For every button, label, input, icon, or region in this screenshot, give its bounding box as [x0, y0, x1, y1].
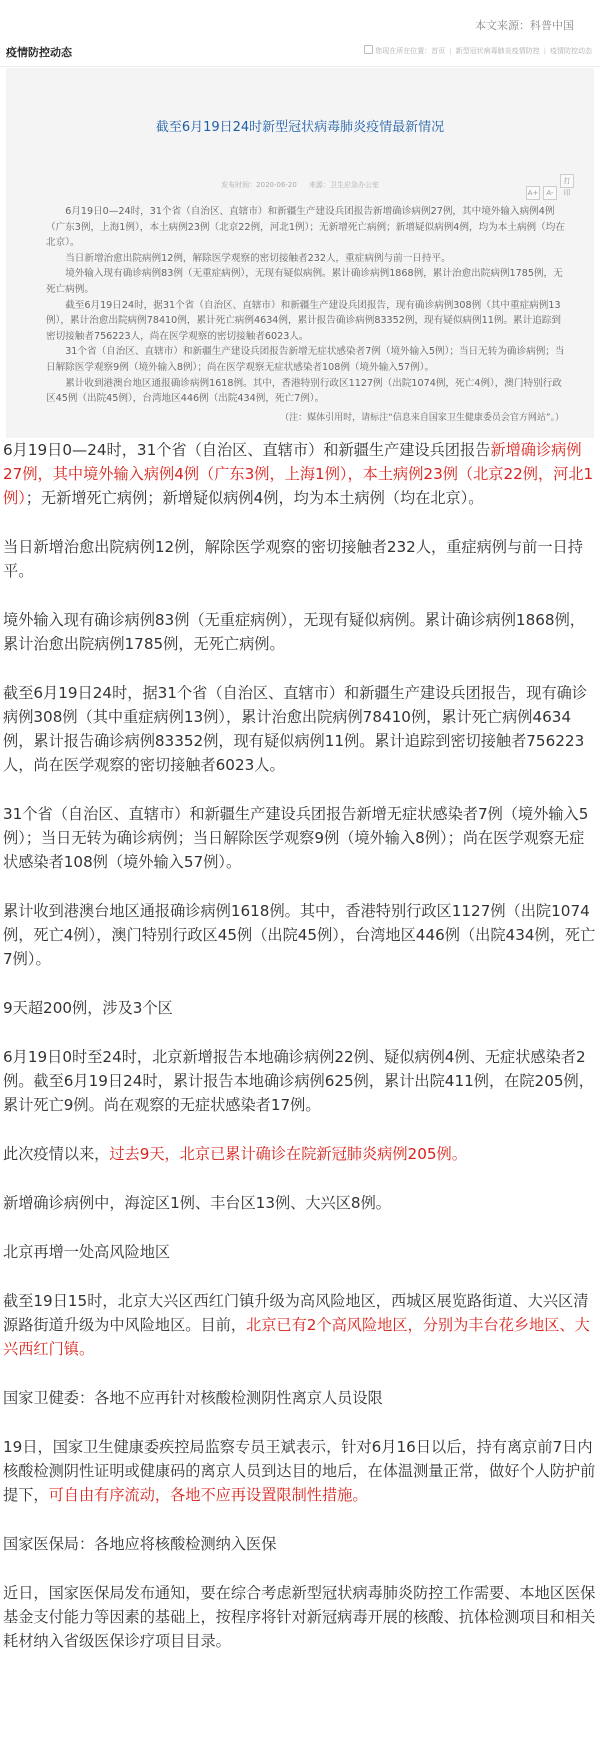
article-body [3, 438, 597, 1678]
breadcrumb-item[interactable]: 疫情防控动态 [550, 47, 592, 55]
paragraph: 6月19日0—24时，31个省（自治区、直辖市）和新疆生产建设兵团报告新增确诊病例27例，其中境外输入病例4例（广东3例，上海1例），本土病例23例（北京22例，河北1例）；无新增死亡病例；新增疑似病例4例，均为本土病例（均在北京）。 [3, 441, 594, 507]
breadcrumb: 您现在所在位置：首页 | 新型冠状病毒肺炎疫情防控 | 疫情防控动态 [364, 45, 592, 56]
article-meta [6, 180, 594, 190]
embedded-screenshot [0, 40, 600, 438]
breadcrumb-item[interactable]: 您现在所在位置：首页 [375, 47, 446, 55]
section-title: 疫情防控动态 [6, 46, 72, 59]
source-line [0, 0, 600, 44]
article-source: 来源：卫生应急办公室 [308, 181, 379, 189]
embedded-article-body [46, 204, 566, 407]
embedded-note: （注：媒体引用时，请标注“信息来自国家卫生健康委员会官方网站”。） [280, 413, 564, 423]
embedded-paragraph: 31个省（自治区、直辖市）和新疆生产建设兵团报告新增无症状感染者7例（境外输入5例）；当日无转为确诊病例；当日解除医学观察9例（境外输入8例）；尚在医学观察无症状感染者108例（境外输入57例）。 [46, 346, 565, 373]
section-heading: 北京再增一处高风险地区 [3, 1243, 171, 1261]
highlight-text: 可自由有序流动，各地不应再设置限制性措施。 [48, 1486, 368, 1504]
paragraph: 截至19日15时，北京大兴区西红门镇升级为高风险地区，西城区展览路街道、大兴区清源路街道升级为中风险地区。目前，北京已有2个高风险地区，分别为丰台花乡地区、大兴西红门镇。 [3, 1292, 590, 1358]
paragraph: 31个省（自治区、直辖市）和新疆生产建设兵团报告新增无症状感染者7例（境外输入5例）；当日无转为确诊病例；当日解除医学观察9例（境外输入8例）；尚在医学观察无症状感染者108例（境外输入57例）。 [3, 805, 589, 871]
print-button[interactable]: 打印 [560, 174, 574, 188]
embedded-paragraph: 累计收到港澳台地区通报确诊病例1618例。其中，香港特别行政区1127例（出院1074例，死亡4例），澳门特别行政区45例（出院45例），台湾地区446例（出院434例，死亡7例）。 [46, 377, 562, 405]
section-heading: 国家医保局：各地应将核酸检测纳入医保 [3, 1535, 277, 1553]
section-heading: 国家卫健委：各地不应再针对核酸检测阴性离京人员设限 [3, 1389, 383, 1407]
article-box [6, 68, 594, 438]
article-tools [523, 174, 574, 200]
highlight-text: 北京已有2个高风险地区，分别为丰台花乡地区、大兴西红门镇。 [3, 1316, 590, 1358]
embedded-paragraph: 截至6月19日24时，据31个省（自治区、直辖市）和新疆生产建设兵团报告，现有确诊病例308例（其中重症病例13例），累计治愈出院病例78410例，累计死亡病例4634例，累计报告确诊病例83352例，现有疑似病例11例。累计追踪到密切接触者756223人，尚在医学观察的密切接触者6023人。 [46, 299, 561, 342]
paragraph: 近日，国家医保局发布通知，要在综合考虑新型冠状病毒肺炎防控工作需要、本地区医保基金支付能力等因素的基础上，按程序将针对新冠病毒开展的核酸、抗体检测项目和相关耗材纳入省级医保诊疗项目目录。 [3, 1584, 596, 1650]
font-decrease-button[interactable]: A- [543, 186, 557, 200]
paragraph: 19日，国家卫生健康委疾控局监察专员王斌表示，针对6月16日以后，持有离京前7日内核酸检测阴性证明或健康码的离京人员到达目的地后，在体温测量正常，做好个人防护前提下，可自由有序流动，各地不应再设置限制性措施。 [3, 1438, 596, 1504]
breadcrumb-item[interactable]: 新型冠状病毒肺炎疫情防控 [455, 47, 540, 55]
font-increase-button[interactable]: A+ [526, 186, 540, 200]
embedded-header [0, 40, 600, 67]
paragraph: 截至6月19日24时，据31个省（自治区、直辖市）和新疆生产建设兵团报告，现有确诊病例308例（其中重症病例13例），累计治愈出院病例78410例，累计死亡病例4634例，累计报告确诊病例83352例，现有疑似病例11例。累计追踪到密切接触者756223人，尚在医学观察的密切接触者6023人。 [3, 684, 588, 774]
embedded-paragraph: 当日新增治愈出院病例12例，解除医学观察的密切接触者232人，重症病例与前一日持平。 [65, 252, 451, 264]
paragraph: 境外输入现有确诊病例83例（无重症病例），无现有疑似病例。累计确诊病例1868例，累计治愈出院病例1785例，无死亡病例。 [3, 611, 585, 653]
section-heading: 9天超200例，涉及3个区 [3, 999, 173, 1017]
highlight-text: 过去9天，北京已累计确诊在院新冠肺炎病例205例。 [109, 1145, 467, 1163]
highlight-paragraph: 新增确诊病例中，海淀区1例、丰台区13例、大兴区8例。 [3, 1194, 391, 1212]
paragraph: 当日新增治愈出院病例12例，解除医学观察的密切接触者232人，重症病例与前一日持平。 [3, 538, 583, 580]
publish-date: 发布时间：2020-06-20 [221, 181, 297, 189]
embedded-paragraph: 6月19日0—24时，31个省（自治区、直辖市）和新疆生产建设兵团报告新增确诊病例27例，其中境外输入病例4例（广东3例，上海1例），本土病例23例（北京22例，河北1例）；无新增死亡病例；新增疑似病例4例，均为本土病例（均在北京）。 [46, 206, 565, 249]
highlight-text: 新增确诊病例27例，其中境外输入病例4例（广东3例，上海1例），本土病例23例（北京22例，河北1例） [3, 441, 594, 507]
embedded-paragraph: 境外输入现有确诊病例83例（无重症病例），无现有疑似病例。累计确诊病例1868例，累计治愈出院病例1785例，无死亡病例。 [46, 268, 563, 295]
paragraph: 此次疫情以来，过去9天，北京已累计确诊在院新冠肺炎病例205例。 [3, 1145, 467, 1163]
embedded-article-title: 截至6月19日24时新型冠状病毒肺炎疫情最新情况 [155, 120, 445, 135]
paragraph: 累计收到港澳台地区通报确诊病例1618例。其中，香港特别行政区1127例（出院1074例，死亡4例），澳门特别行政区45例（出院45例），台湾地区446例（出院434例，死亡7例）。 [3, 902, 596, 968]
paragraph: 6月19日0时至24时，北京新增报告本地确诊病例22例、疑似病例4例、无症状感染者2例。截至6月19日24时，累计报告本地确诊病例625例，累计出院411例，在院205例，累计死亡9例。尚在观察的无症状感染者17例。 [3, 1048, 594, 1114]
home-icon [364, 45, 373, 54]
source-text: 本文来源：科普中国 [475, 19, 574, 32]
